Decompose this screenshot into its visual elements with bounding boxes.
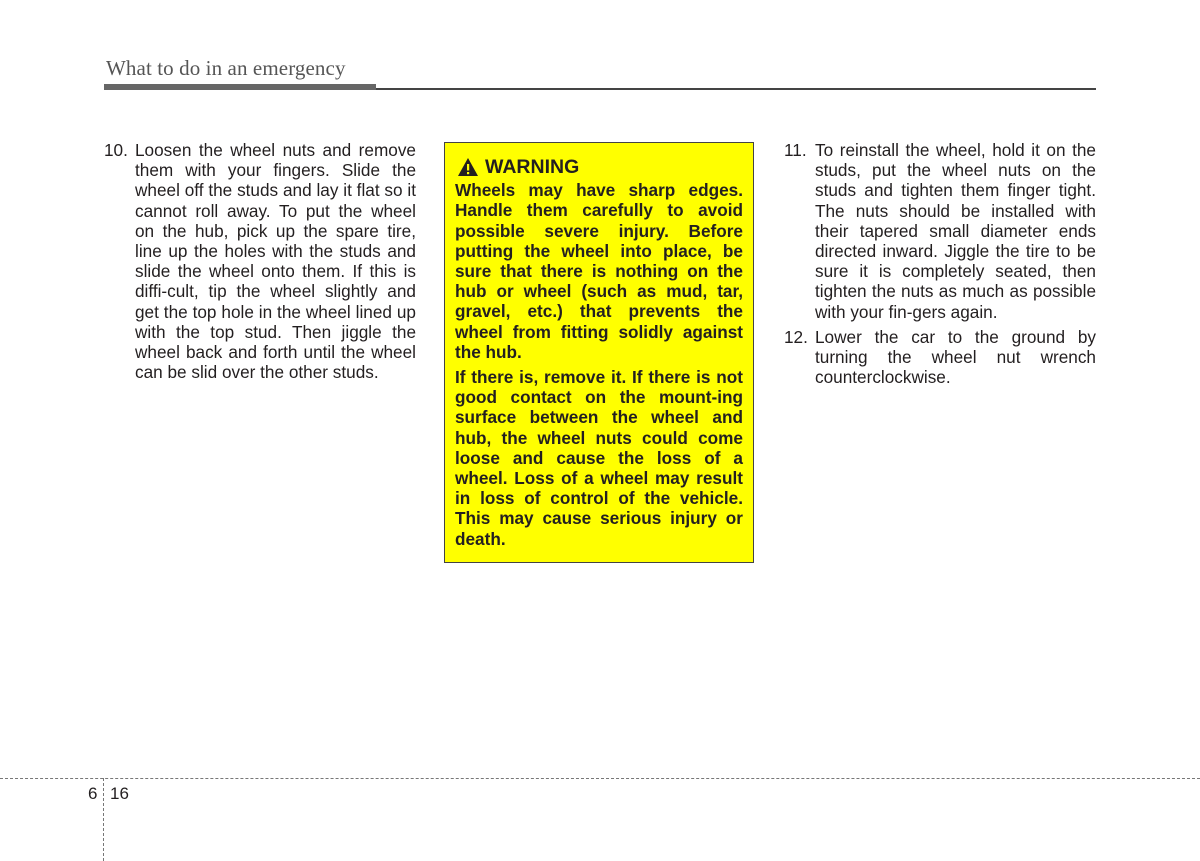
step-text: To reinstall the wheel, hold it on the studs, put the wheel nuts on the studs and tighten them finger tight. The nuts should be installed with their tapered small diameter ends directed inward. Jiggle the tire to be sure it is completely seated, then tighten the nuts as much as possible with your fin-gers again. bbox=[815, 140, 1096, 322]
section-title: What to do in an emergency bbox=[106, 56, 346, 80]
warning-heading bbox=[457, 157, 743, 177]
footer-divider bbox=[0, 778, 1200, 779]
step-item bbox=[784, 327, 1096, 388]
footer-vertical-divider bbox=[103, 778, 104, 861]
warning-box bbox=[444, 142, 754, 563]
step-item bbox=[104, 140, 416, 382]
step-text: Lower the car to the ground by turning the wheel nut wrench counterclockwise. bbox=[815, 326, 1096, 388]
step-text: Loosen the wheel nuts and remove them with your fingers. Slide the wheel off the studs and lay it flat so it cannot roll away. To put the wheel on the hub, pick up the spare tire, line up the holes with the studs and slide the wheel onto them. If this is diffi-cult, tip the wheel slightly and get the top hole in the wheel lined up with the top stud. Then jiggle the wheel back and forth until the wheel can be slid over the other studs. bbox=[135, 140, 416, 383]
step-number: 11. bbox=[784, 140, 807, 160]
step-number: 12. bbox=[784, 326, 808, 347]
step-number: 10. bbox=[104, 140, 128, 160]
chapter-number: 6 bbox=[88, 784, 98, 803]
warning-paragraph: Wheels may have sharp edges. Handle them carefully to avoid possible severe injury. Before putting the wheel into place, be sure that there is nothing on the hub or wheel (such as mud, tar, gravel, etc.) that prevents the wheel from fitting solidly against the hub. bbox=[455, 180, 743, 362]
warning-paragraph: If there is, remove it. If there is not good contact on the mount-ing surface between the wheel and hub, the wheel nuts could come loose and cause the loss of a wheel. Loss of a wheel may result in loss of control of the vehicle. This may cause serious injury or death. bbox=[455, 367, 743, 549]
warning-triangle-icon bbox=[457, 157, 479, 177]
header-accent-bar bbox=[104, 84, 376, 90]
warning-heading-text: WARNING bbox=[485, 156, 580, 178]
page-number: 16 bbox=[110, 784, 129, 803]
left-column bbox=[104, 140, 416, 382]
step-item bbox=[784, 140, 1096, 322]
right-column bbox=[784, 140, 1096, 387]
